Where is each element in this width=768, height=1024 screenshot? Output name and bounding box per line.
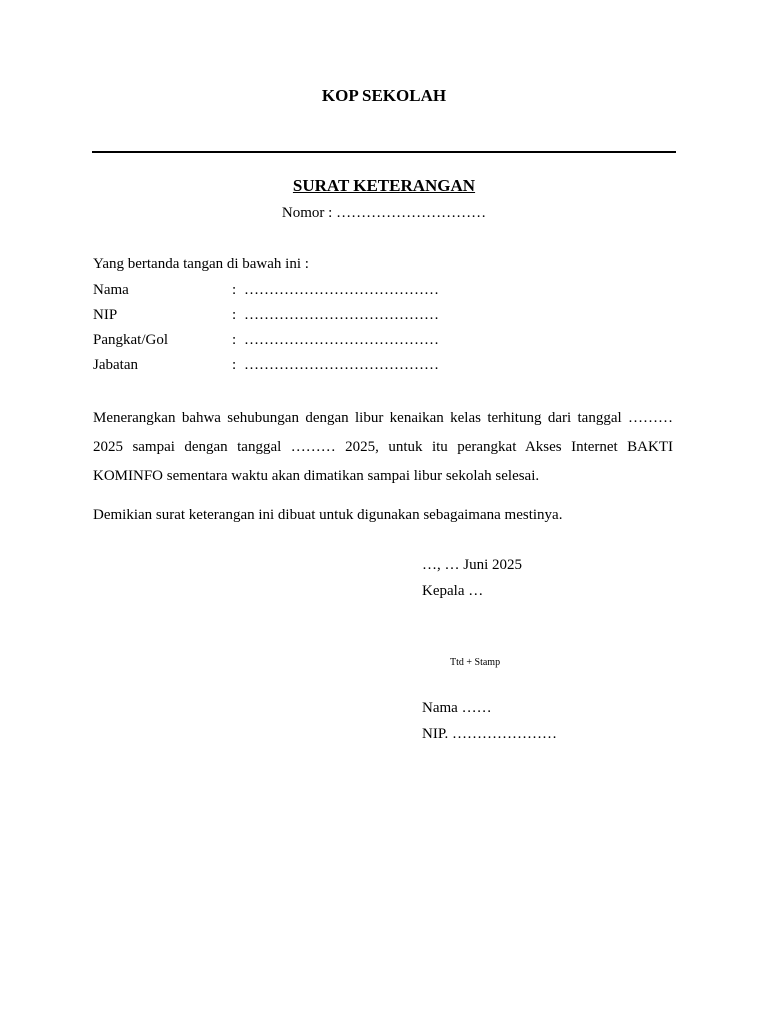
field-label: Pangkat/Gol [93, 332, 168, 348]
signature-name: Nama …… [422, 700, 492, 716]
signature-position: Kepala … [422, 583, 484, 599]
document-title: SURAT KETERANGAN [292, 176, 476, 195]
field-colon: : [232, 282, 237, 298]
field-label: NIP [93, 307, 118, 323]
letterhead-title: KOP SEKOLAH [321, 86, 447, 105]
body-paragraph: Menerangkan bahwa sehubungan dengan libur kenaikan kelas terhitung dari tanggal ……… 2025 sampai dengan tanggal ……… 2025, untuk itu perangkat Akses Internet BAKTI KOMINFO sementara waktu akan dimatikan sampai libur sekolah selesai. [93, 410, 673, 484]
letterhead-divider [92, 151, 676, 153]
field-value: ………………………………… [244, 357, 439, 373]
field-label: Jabatan [93, 357, 138, 373]
field-label: Nama [93, 282, 129, 298]
signature-nip: NIP. ………………… [422, 726, 558, 742]
signature-stamp-note: Ttd + Stamp [450, 657, 501, 668]
field-colon: : [232, 357, 237, 373]
field-row-pangkat [93, 332, 439, 357]
field-row-jabatan [93, 357, 439, 382]
field-colon: : [232, 332, 237, 348]
field-row-nama [93, 282, 439, 307]
field-colon: : [232, 307, 237, 323]
closing-paragraph: Demikian surat keterangan ini dibuat untuk digunakan sebagaimana mestinya. [93, 507, 563, 523]
field-value: ………………………………… [244, 282, 439, 298]
field-value: ………………………………… [244, 307, 439, 323]
document-number: Nomor : ………………………… [281, 205, 487, 221]
intro-text: Yang bertanda tangan di bawah ini : [93, 256, 309, 272]
field-value: ………………………………… [244, 332, 439, 348]
signature-place-date: …, … Juni 2025 [422, 557, 523, 573]
field-row-nip [93, 307, 439, 332]
signer-fields [93, 282, 439, 382]
